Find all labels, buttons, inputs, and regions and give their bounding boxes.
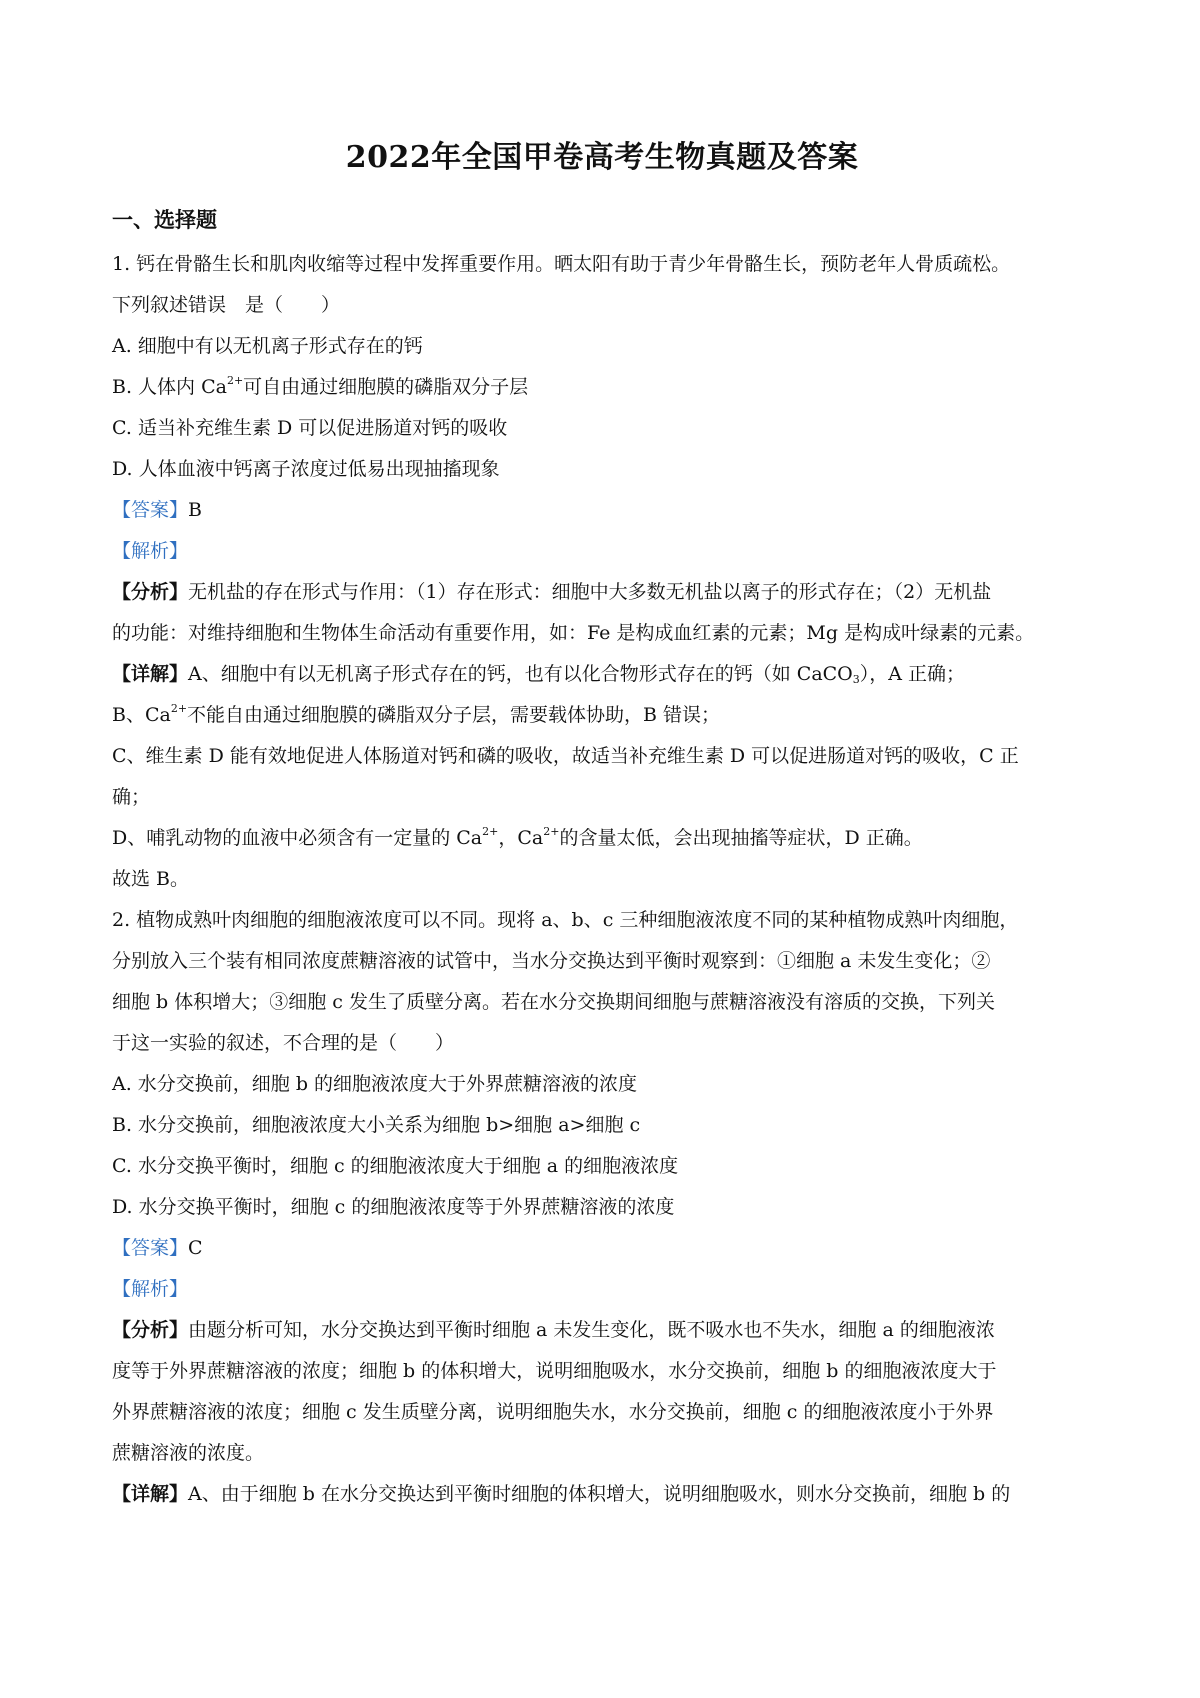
q1-stem-line-1: 1. 钙在骨骼生长和肌肉收缩等过程中发挥重要作用。晒太阳有助于青少年骨骼生长，预防老年人骨质疏松。 — [112, 253, 1011, 275]
q2-analysis-label: 【解析】 — [112, 1278, 189, 1300]
q1-detail-a: 【详解】A、细胞中有以无机离子形式存在的钙，也有以化合物形式存在的钙（如 CaCO$_3$），A 正确； — [112, 663, 966, 686]
superscript: 2+ — [226, 374, 244, 387]
q2-answer — [112, 1228, 1092, 1269]
answer-label: 【答案】 — [112, 499, 189, 521]
xiangjie-label: 【详解】 — [112, 1483, 189, 1505]
question-2 — [112, 900, 1092, 1515]
superscript: 2+ — [482, 825, 499, 838]
q2-stem-line-2: 分别放入三个装有相同浓度蔗糖溶液的试管中，当水分交换达到平衡时观察到：①细胞 a 未发生变化；② — [112, 950, 991, 972]
q2-detail-a-line-1: 【详解】A、由于细胞 b 在水分交换达到平衡时细胞的体积增大，说明细胞吸水，则水分交换前，细胞 b 的 — [112, 1483, 1011, 1505]
q2-option-a: A. 水分交换前，细胞 b 的细胞液浓度大于外界蔗糖溶液的浓度 — [112, 1073, 638, 1095]
q1-conclusion: 故选 B。 — [112, 868, 190, 890]
superscript: 2+ — [543, 825, 560, 838]
q2-fenxi-line-4: 蔗糖溶液的浓度。 — [112, 1442, 265, 1464]
fenxi-label: 【分析】 — [112, 1319, 189, 1341]
q2-stem-line-1: 2. 植物成熟叶肉细胞的细胞液浓度可以不同。现将 a、b、c 三种细胞液浓度不同的某种植物成熟叶肉细胞， — [112, 909, 1019, 931]
q1-option-a: A. 细胞中有以无机离子形式存在的钙 — [112, 335, 423, 357]
answer-value: C — [188, 1237, 203, 1259]
fenxi-label: 【分析】 — [112, 581, 189, 603]
q1-answer — [112, 490, 1092, 531]
answer-label: 【答案】 — [112, 1237, 189, 1259]
q1-fenxi-line-2: 的功能：对维持细胞和生物体生命活动有重要作用，如：Fe 是构成血红素的元素；Mg 是构成叶绿素的元素。 — [112, 622, 1035, 644]
section-heading-choice: 一、选择题 — [112, 207, 217, 232]
q1-detail-d: D、哺乳动物的血液中必须含有一定量的 $Ca^{2+}$，$Ca^{2+}$的含量太低，会出现抽搐等症状，D 正确。 — [112, 825, 923, 849]
q1-option-c: C. 适当补充维生素 D 可以促进肠道对钙的吸收 — [112, 417, 508, 439]
q1-detail-c-line-2: 确； — [112, 786, 151, 808]
q2-fenxi-line-3: 外界蔗糖溶液的浓度；细胞 c 发生质壁分离，说明细胞失水，水分交换前，细胞 c 的细胞液浓度小于外界 — [112, 1401, 994, 1423]
page-title: 2022年全国甲卷高考生物真题及答案 — [345, 140, 859, 175]
subscript: 3 — [852, 673, 860, 686]
question-1 — [112, 244, 1092, 900]
q2-fenxi-line-2: 度等于外界蔗糖溶液的浓度；细胞 b 的体积增大，说明细胞吸水，水分交换前，细胞 b 的细胞液浓度大于 — [112, 1360, 997, 1382]
superscript: 2+ — [170, 702, 188, 715]
q1-stem-line-2: 下列叙述错误 是（ ） — [112, 294, 341, 316]
q1-detail-c-line-1: C、维生素 D 能有效地促进人体肠道对钙和磷的吸收，故适当补充维生素 D 可以促进肠道对钙的吸收，C 正 — [112, 745, 1019, 767]
q2-fenxi-line-1: 【分析】由题分析可知，水分交换达到平衡时细胞 a 未发生变化，既不吸水也不失水，细胞 a 的细胞液浓 — [112, 1319, 995, 1341]
q2-stem-line-3: 细胞 b 体积增大；③细胞 c 发生了质壁分离。若在水分交换期间细胞与蔗糖溶液没有溶质的交换，下列关 — [112, 991, 995, 1013]
q2-stem-line-4: 于这一实验的叙述，不合理的是（ ） — [112, 1032, 455, 1054]
q1-option-b: B. 人体内 $Ca^{2+}$可自由通过细胞膜的磷脂双分子层 — [112, 374, 529, 398]
q1-analysis-label: 【解析】 — [112, 540, 189, 562]
q1-option-d: D. 人体血液中钙离子浓度过低易出现抽搐现象 — [112, 458, 500, 480]
q2-option-b: B. 水分交换前，细胞液浓度大小关系为细胞 b>细胞 a>细胞 c — [112, 1114, 641, 1136]
q1-fenxi-line-1: 【分析】无机盐的存在形式与作用：（1）存在形式：细胞中大多数无机盐以离子的形式存在；（2）无机盐 — [112, 581, 992, 603]
answer-value: B — [188, 499, 202, 521]
q2-option-c: C. 水分交换平衡时，细胞 c 的细胞液浓度大于细胞 a 的细胞液浓度 — [112, 1155, 679, 1177]
q2-option-d: D. 水分交换平衡时，细胞 c 的细胞液浓度等于外界蔗糖溶液的浓度 — [112, 1196, 675, 1218]
q1-detail-b: B、$Ca^{2+}$不能自由通过细胞膜的磷脂双分子层，需要载体协助，B 错误； — [112, 702, 721, 726]
xiangjie-label: 【详解】 — [112, 663, 189, 685]
